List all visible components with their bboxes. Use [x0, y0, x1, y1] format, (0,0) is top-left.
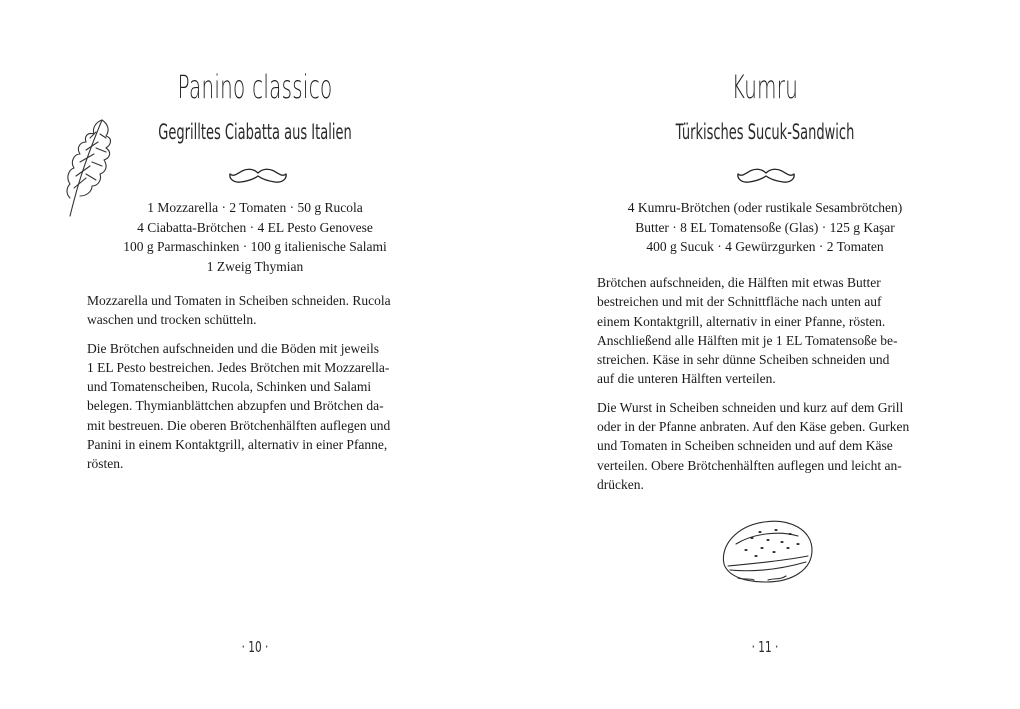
instructions	[87, 291, 447, 483]
recipe-title: Kumru	[731, 68, 799, 106]
right-page	[510, 0, 1020, 709]
instruction-paragraph: Die Wurst in Scheiben schneiden und kurz auf dem Grill oder in der Pfanne anbraten. Auf den Käse geben. Gurken und Tomaten in Scheiben schneiden und auf dem Käse verteilen. Obere Brötchenhälften auflegen und leicht an- drücken.	[597, 399, 910, 492]
recipe-subtitle: Türkisches Sucuk-Sandwich	[675, 120, 855, 144]
page-number: · 10 ·	[241, 638, 269, 656]
ingredient-line: 4 Kumru-Brötchen (oder rustikale Sesambrötchen)	[627, 200, 903, 215]
ingredient-line: 1 Mozzarella · 2 Tomaten · 50 g Rucola	[147, 200, 363, 215]
ingredient-line: 100 g Parmaschinken · 100 g italienische Salami	[123, 239, 387, 254]
recipe-subtitle: Gegrilltes Ciabatta aus Italien	[158, 120, 352, 144]
instruction-paragraph: Mozzarella und Tomaten in Scheiben schneiden. Rucola waschen und trocken schütteln.	[87, 293, 391, 328]
ingredient-line: 1 Zweig Thymian	[206, 258, 304, 274]
ingredient-line: 400 g Sucuk · 4 Gewürzgurken · 2 Tomaten	[646, 239, 884, 254]
mustache-icon	[228, 165, 288, 187]
page-number: · 11 ·	[751, 638, 779, 656]
instructions	[597, 273, 957, 503]
ingredient-line: 4 Ciabatta-Brötchen · 4 EL Pesto Genovese	[137, 219, 373, 235]
instruction-paragraph: Die Brötchen aufschneiden und die Böden mit jeweils 1 EL Pesto bestreichen. Jedes Brötchen mit Mozzarella- und Tomatenscheiben, Rucola, Schinken und Salami belegen. Thymianblättchen abzupfen und Brötchen da- mit bestreuen. Die oberen Brötchenhälften auflegen und Panini in einem Kontaktgrill, alternativ in einer Pfanne, rösten.	[87, 340, 391, 472]
bread-roll-icon	[718, 516, 818, 588]
recipe-title: Panino classico	[177, 68, 333, 106]
instruction-paragraph: Brötchen aufschneiden, die Hälften mit etwas Butter bestreichen und mit der Schnittfläche nach unten auf einem Kontaktgrill, alternativ in einer Pfanne, rösten. Anschließend alle Hälften mit je 1 EL Tomatensoße be- streichen. Käse in sehr dünne Scheiben schneiden und auf die unteren Hälften verteilen.	[597, 275, 898, 387]
ingredient-list	[510, 198, 1020, 257]
ingredient-line: Butter · 8 EL Tomatensoße (Glas) · 125 g Kaşar	[635, 219, 895, 235]
mustache-icon	[736, 165, 796, 187]
ingredient-list	[0, 198, 510, 276]
